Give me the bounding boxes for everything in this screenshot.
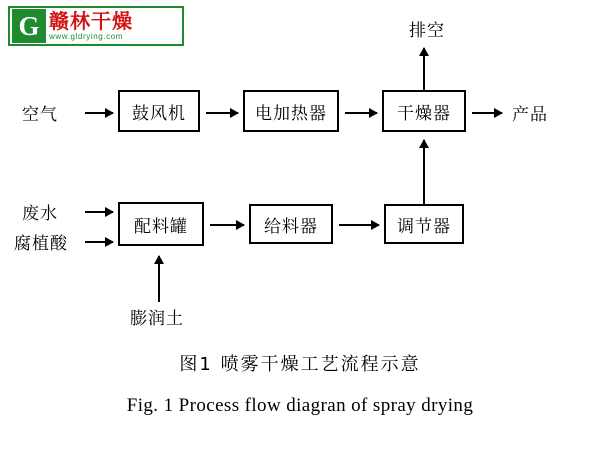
arrow-dryer-to-product: [472, 112, 502, 114]
arrow-mixtank-to-feeder: [210, 224, 244, 226]
node-dryer: 干燥器: [382, 90, 466, 132]
node-mix-tank: 配料罐: [118, 202, 204, 246]
node-feeder: 给料器: [249, 204, 333, 244]
label-exhaust: 排空: [409, 21, 445, 41]
arrow-dryer-to-exhaust: [423, 48, 425, 90]
company-logo: [8, 6, 184, 46]
label-air: 空气: [22, 105, 58, 125]
arrow-feeder-to-regulator: [339, 224, 379, 226]
logo-text-group: [49, 8, 133, 42]
label-wastewater: 废水: [22, 204, 58, 224]
arrow-blower-to-heater: [206, 112, 238, 114]
label-humic-acid: 腐植酸: [14, 234, 68, 254]
logo-website-url: www.gldrying.com: [49, 31, 124, 41]
node-regulator: 调节器: [384, 204, 464, 244]
logo-company-name: 赣林干燥: [49, 8, 133, 33]
node-blower: 鼓风机: [118, 90, 200, 132]
label-bentonite: 膨润土: [130, 309, 184, 329]
logo-g-icon: G: [12, 9, 46, 43]
arrow-wastewater-to-mixtank: [85, 211, 113, 213]
arrow-air-to-blower: [85, 112, 113, 114]
figure-caption-english: Fig. 1 Process flow diagran of spray drying: [126, 395, 474, 416]
figure-caption-chinese: 图1 喷雾干燥工艺流程示意: [179, 354, 421, 375]
arrow-humicacid-to-mixtank: [85, 241, 113, 243]
arrow-heater-to-dryer: [345, 112, 377, 114]
node-heater: 电加热器: [243, 90, 339, 132]
arrow-regulator-to-dryer: [423, 140, 425, 204]
arrow-bentonite-to-mixtank: [158, 256, 160, 302]
label-product: 产品: [512, 105, 548, 125]
